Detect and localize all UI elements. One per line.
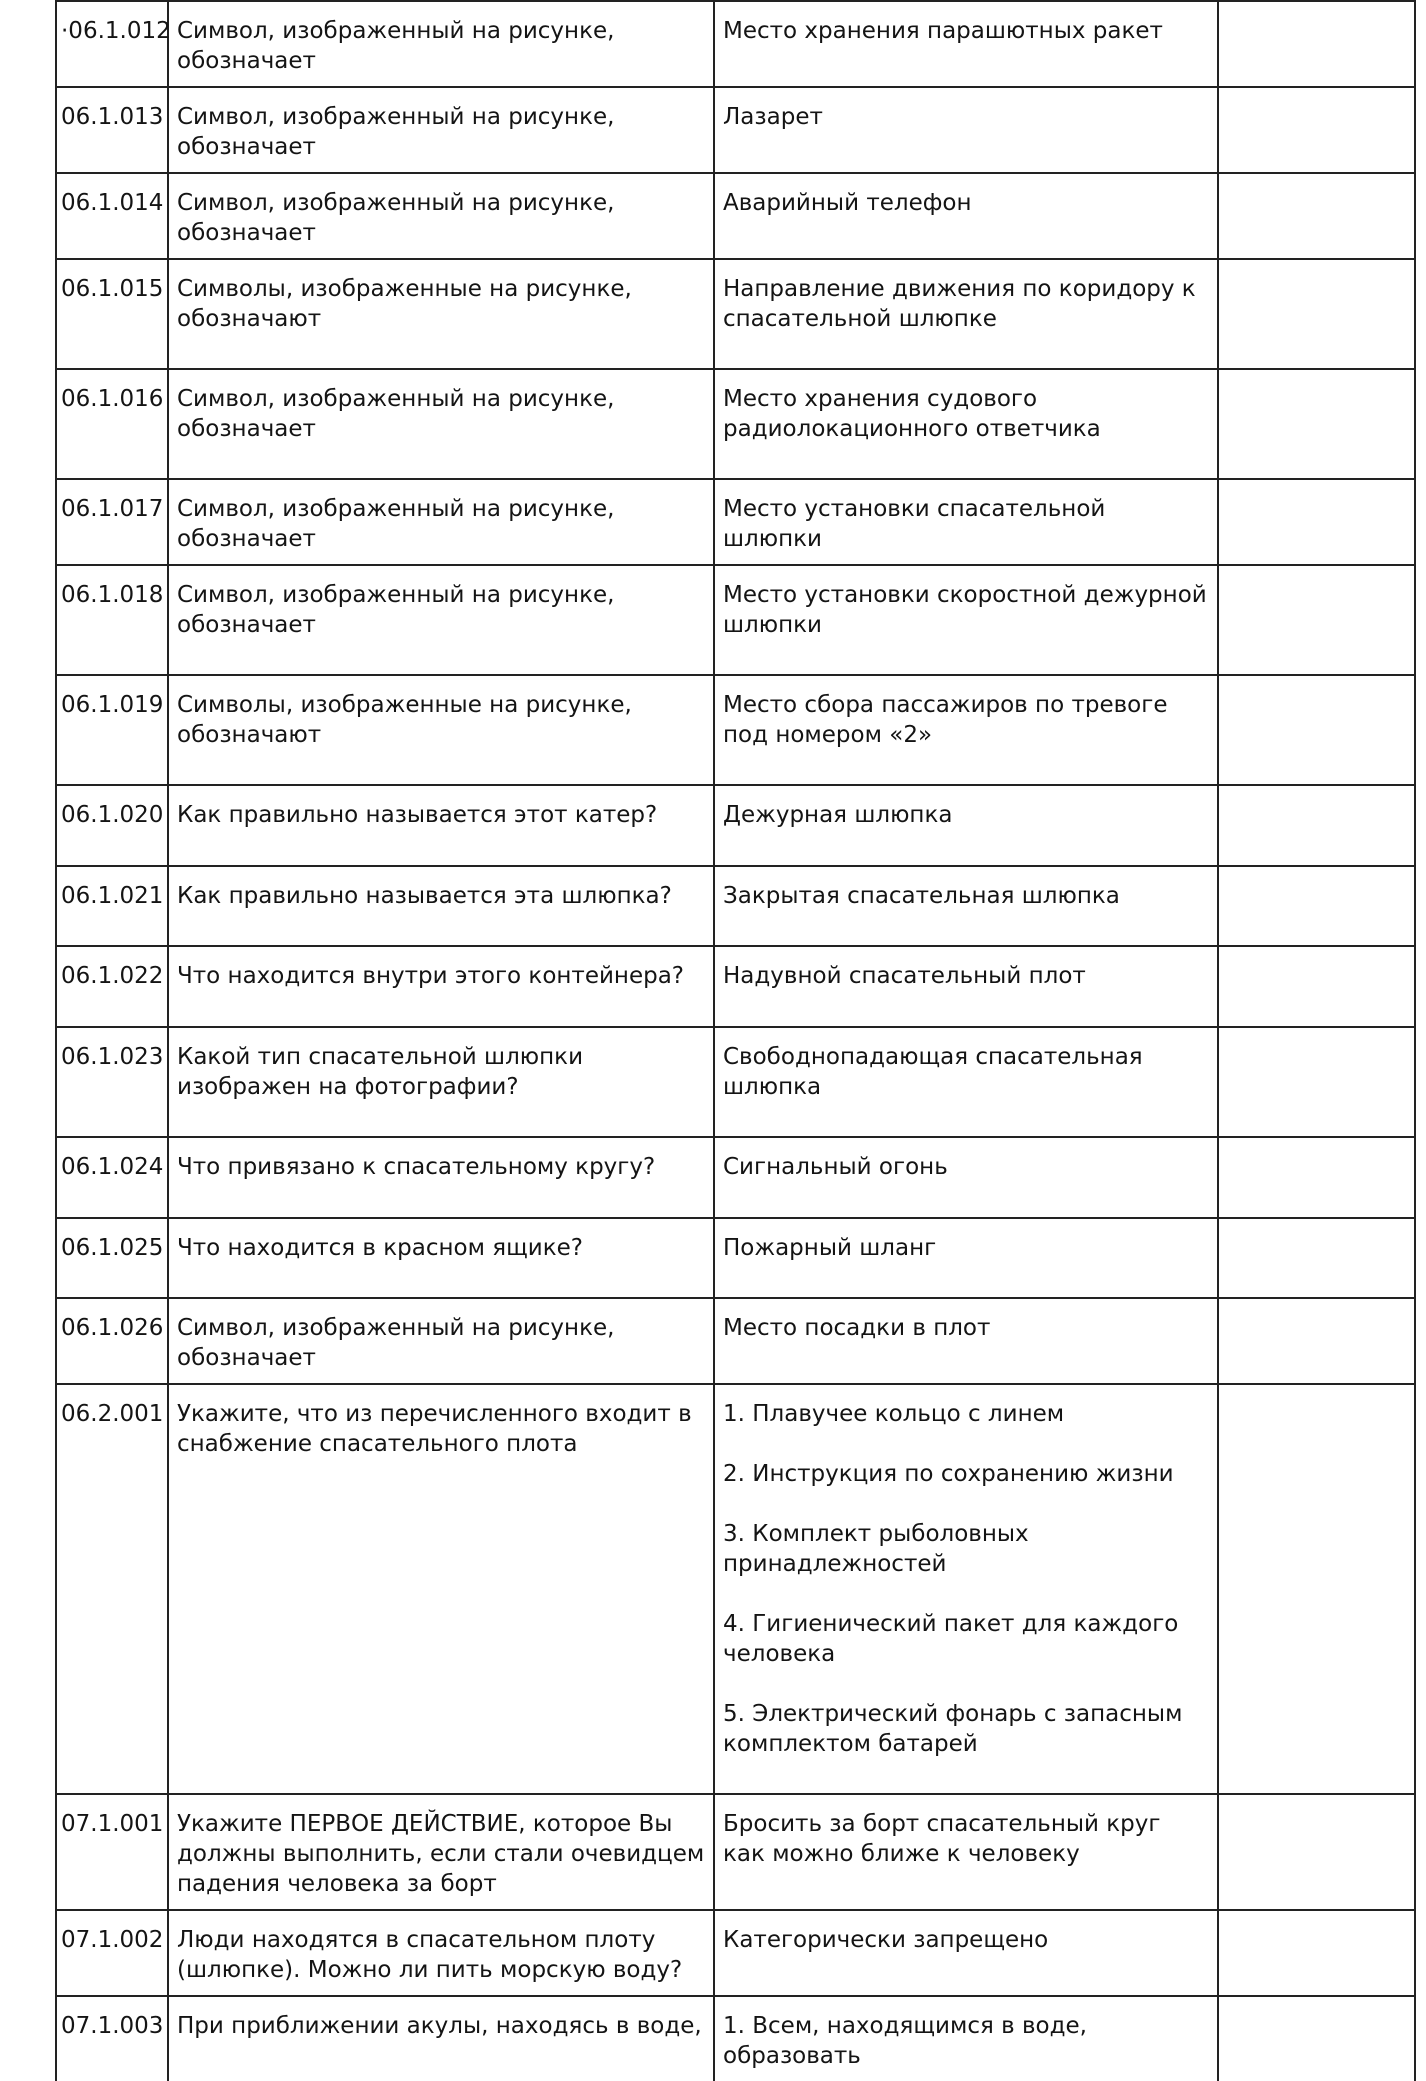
empty-cell xyxy=(1218,369,1415,479)
empty-cell xyxy=(1218,1996,1415,2081)
table-row xyxy=(56,1218,1415,1298)
empty-cell xyxy=(1218,259,1415,369)
answer-text: Место сбора пассажиров по тревоге под номером «2» xyxy=(714,675,1218,785)
table-row xyxy=(56,785,1415,866)
answer-option: 4. Гигиенический пакет для каждого человека xyxy=(723,1611,1179,1667)
answer-option: 5. Электрический фонарь с запасным комплектом батарей xyxy=(723,1701,1183,1757)
question-text: Символы, изображенные на рисунке, обозначают xyxy=(168,675,714,785)
empty-cell xyxy=(1218,1218,1415,1298)
answer-text: Дежурная шлюпка xyxy=(714,785,1218,866)
answer-text: Лазарет xyxy=(714,87,1218,173)
question-text: Символ, изображенный на рисунке, обозначает xyxy=(168,87,714,173)
question-text: Символ, изображенный на рисунке, обозначает xyxy=(168,1,714,87)
question-code: 06.1.016 xyxy=(56,369,168,479)
answer-text: Место хранения парашютных ракет xyxy=(714,1,1218,87)
answer-text: Закрытая спасательная шлюпка xyxy=(714,866,1218,946)
question-code: 07.1.003 xyxy=(56,1996,168,2081)
answer-option: 1. Плавучее кольцо с линем xyxy=(723,1401,1065,1427)
table-row xyxy=(56,866,1415,946)
answer-text: Свободнопадающая спасательная шлюпка xyxy=(714,1027,1218,1137)
answer-text: Место посадки в плот xyxy=(714,1298,1218,1384)
empty-cell xyxy=(1218,87,1415,173)
question-text: Символы, изображенные на рисунке, обозначают xyxy=(168,259,714,369)
answer-text: Сигнальный огонь xyxy=(714,1137,1218,1218)
answer-text: Пожарный шланг xyxy=(714,1218,1218,1298)
question-table-body xyxy=(56,1,1415,2081)
answer-text: Место хранения судового радиолокационного ответчика xyxy=(714,369,1218,479)
table-row xyxy=(56,1996,1415,2081)
document-page xyxy=(55,0,1416,2081)
answer-text: Направление движения по коридору к спасательной шлюпке xyxy=(714,259,1218,369)
question-code: ·06.1.012 xyxy=(56,1,168,87)
table-row xyxy=(56,1298,1415,1384)
question-text: Символ, изображенный на рисунке, обозначает xyxy=(168,1298,714,1384)
empty-cell xyxy=(1218,1298,1415,1384)
question-code: 06.1.022 xyxy=(56,946,168,1027)
question-code: 06.1.024 xyxy=(56,1137,168,1218)
question-code: 06.1.020 xyxy=(56,785,168,866)
table-row xyxy=(56,1137,1415,1218)
question-table xyxy=(55,0,1416,2081)
table-row xyxy=(56,1,1415,87)
empty-cell xyxy=(1218,675,1415,785)
question-text: Что находится внутри этого контейнера? xyxy=(168,946,714,1027)
empty-cell xyxy=(1218,479,1415,565)
question-code: 06.1.021 xyxy=(56,866,168,946)
table-row xyxy=(56,173,1415,259)
question-text: Как правильно называется этот катер? xyxy=(168,785,714,866)
answer-text: Надувной спасательный плот xyxy=(714,946,1218,1027)
table-row xyxy=(56,565,1415,675)
question-text: Укажите, что из перечисленного входит в снабжение спасательного плота xyxy=(168,1384,714,1794)
question-text: Что привязано к спасательному кругу? xyxy=(168,1137,714,1218)
answer-text: Место установки спасательной шлюпки xyxy=(714,479,1218,565)
table-row xyxy=(56,479,1415,565)
question-code: 06.1.019 xyxy=(56,675,168,785)
empty-cell xyxy=(1218,565,1415,675)
table-row xyxy=(56,1384,1415,1794)
table-row xyxy=(56,1910,1415,1996)
question-code: 06.1.025 xyxy=(56,1218,168,1298)
question-text: Символ, изображенный на рисунке, обозначает xyxy=(168,369,714,479)
question-text: Символ, изображенный на рисунке, обозначает xyxy=(168,173,714,259)
question-code: 07.1.002 xyxy=(56,1910,168,1996)
answer-option: 2. Инструкция по сохранению жизни xyxy=(723,1461,1174,1487)
answer-option: 3. Комплект рыболовных принадлежностей xyxy=(723,1521,1029,1577)
question-code: 06.2.001 xyxy=(56,1384,168,1794)
empty-cell xyxy=(1218,1,1415,87)
question-code: 06.1.015 xyxy=(56,259,168,369)
answer-text xyxy=(714,1384,1218,1794)
question-text: Как правильно называется эта шлюпка? xyxy=(168,866,714,946)
question-text: Какой тип спасательной шлюпки изображен на фотографии? xyxy=(168,1027,714,1137)
question-code: 06.1.026 xyxy=(56,1298,168,1384)
question-code: 06.1.018 xyxy=(56,565,168,675)
question-code: 06.1.013 xyxy=(56,87,168,173)
table-row xyxy=(56,1794,1415,1910)
question-code: 07.1.001 xyxy=(56,1794,168,1910)
table-row xyxy=(56,369,1415,479)
answer-text: Категорически запрещено xyxy=(714,1910,1218,1996)
empty-cell xyxy=(1218,1910,1415,1996)
empty-cell xyxy=(1218,866,1415,946)
empty-cell xyxy=(1218,946,1415,1027)
answer-text: 1. Всем, находящимся в воде, образовать xyxy=(714,1996,1218,2081)
empty-cell xyxy=(1218,1027,1415,1137)
empty-cell xyxy=(1218,785,1415,866)
empty-cell xyxy=(1218,1794,1415,1910)
answer-text: Место установки скоростной дежурной шлюпки xyxy=(714,565,1218,675)
question-code: 06.1.014 xyxy=(56,173,168,259)
table-row xyxy=(56,1027,1415,1137)
question-text: При приближении акулы, находясь в воде, xyxy=(168,1996,714,2081)
question-code: 06.1.023 xyxy=(56,1027,168,1137)
question-text: Что находится в красном ящике? xyxy=(168,1218,714,1298)
table-row xyxy=(56,259,1415,369)
question-text: Укажите ПЕРВОЕ ДЕЙСТВИЕ, которое Вы должны выполнить, если стали очевидцем падения человека за борт xyxy=(168,1794,714,1910)
table-row xyxy=(56,946,1415,1027)
answer-text: Бросить за борт спасательный круг как можно ближе к человеку xyxy=(714,1794,1218,1910)
question-text: Символ, изображенный на рисунке, обозначает xyxy=(168,565,714,675)
table-row xyxy=(56,87,1415,173)
empty-cell xyxy=(1218,1137,1415,1218)
question-code: 06.1.017 xyxy=(56,479,168,565)
empty-cell xyxy=(1218,173,1415,259)
answer-text: Аварийный телефон xyxy=(714,173,1218,259)
question-text: Символ, изображенный на рисунке, обозначает xyxy=(168,479,714,565)
empty-cell xyxy=(1218,1384,1415,1794)
table-row xyxy=(56,675,1415,785)
question-text: Люди находятся в спасательном плоту (шлюпке). Можно ли пить морскую воду? xyxy=(168,1910,714,1996)
